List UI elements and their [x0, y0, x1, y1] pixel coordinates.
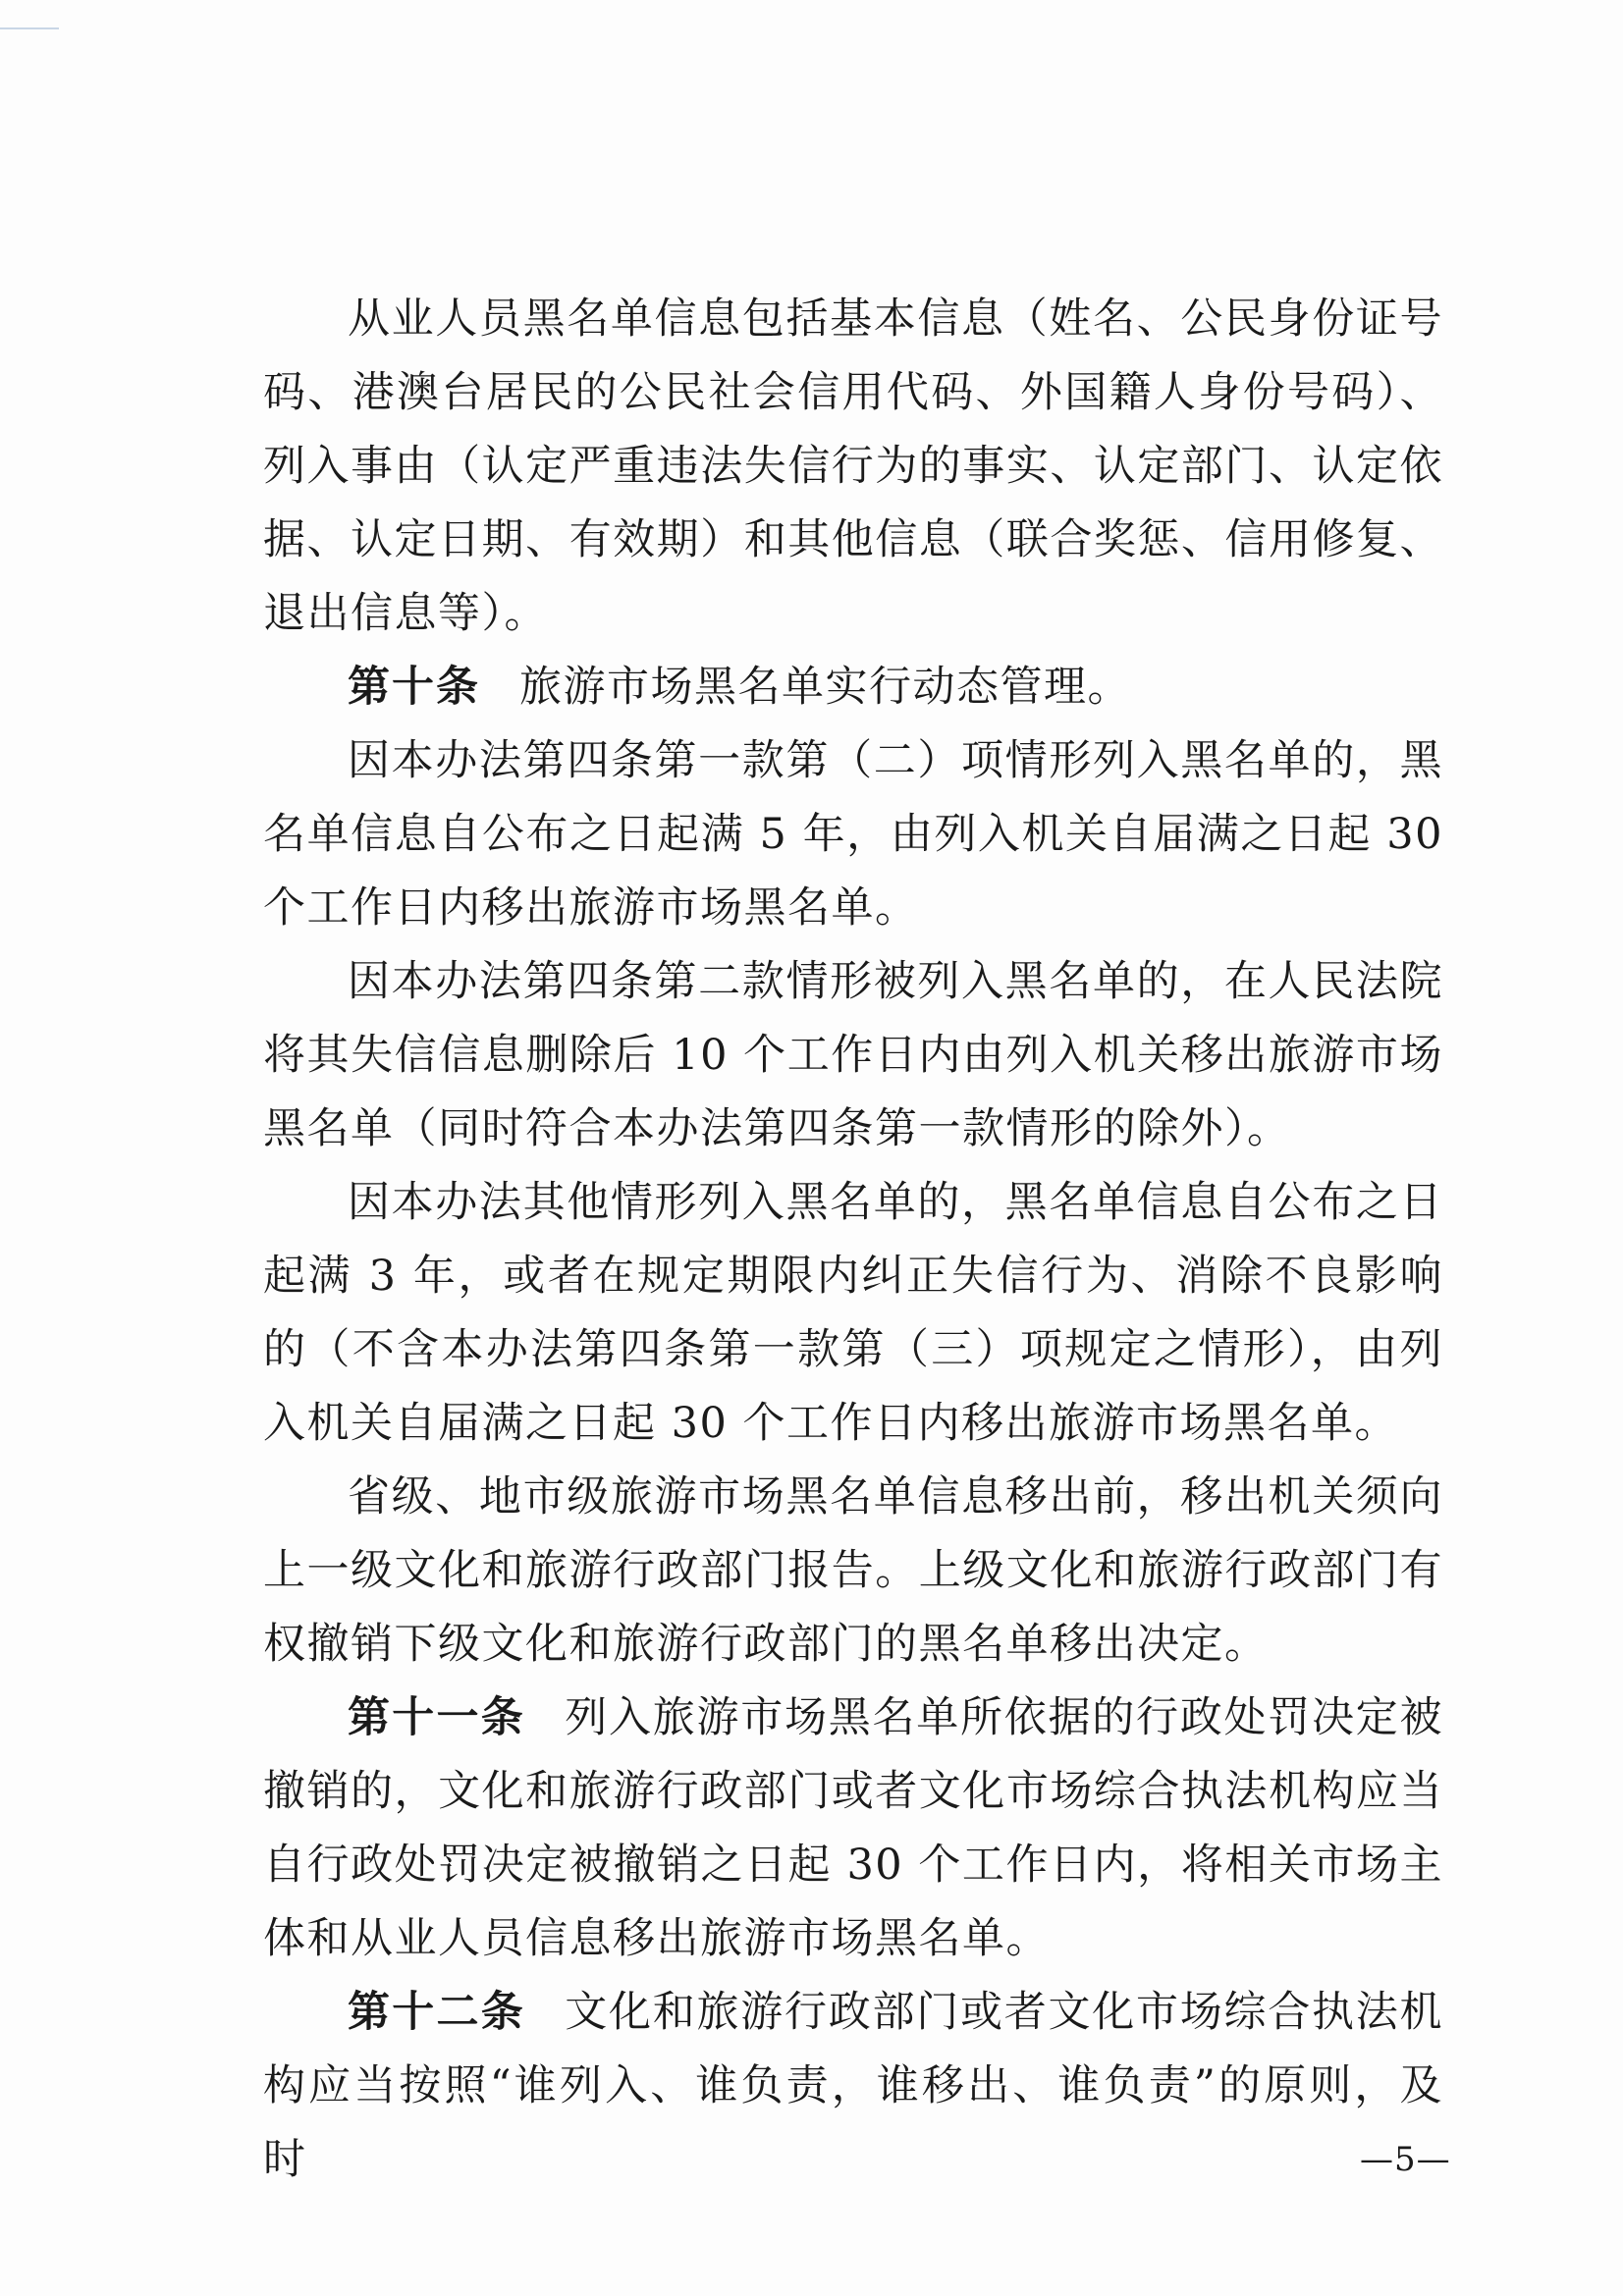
paragraph — [263, 651, 1443, 724]
paragraph — [263, 945, 1443, 1166]
scan-edge-mark — [0, 27, 59, 29]
paragraph — [263, 724, 1443, 945]
paragraph — [263, 1461, 1443, 1682]
paragraph-text: 旅游市场黑名单实行动态管理。 — [519, 663, 1131, 712]
article-heading: 第十一条 — [348, 1693, 525, 1742]
paragraph-text: 因本办法第四条第二款情形被列入黑名单的，在人民法院将其失信信息删除后 10 个工作日内由列入机关移出旅游市场黑名单（同时符合本办法第四条第一款情形的除外）。 — [263, 957, 1443, 1153]
paragraph-text: 从业人员黑名单信息包括基本信息（姓名、公民身份证号码、港澳台居民的公民社会信用代码、外国籍人身份号码）、列入事由（认定严重违法失信行为的事实、认定部门、认定依据、认定日期、有效期）和其他信息（联合奖惩、信用修复、退出信息等）。 — [263, 294, 1443, 638]
page-number: —5— — [1360, 2140, 1451, 2179]
paragraph-text: 文化和旅游行政部门或者文化市场综合执法机构应当按照“谁列入、谁负责，谁移出、谁负责”的原则，及时 — [263, 1988, 1443, 2184]
paragraph — [263, 1682, 1443, 1976]
document-body — [263, 283, 1443, 2197]
paragraph-text: 因本办法其他情形列入黑名单的，黑名单信息自公布之日起满 3 年，或者在规定期限内纠正失信行为、消除不良影响的（不含本办法第四条第一款第（三）项规定之情形），由列入机关自届满之日起 30 个工作日内移出旅游市场黑名单。 — [263, 1178, 1443, 1448]
paragraph-text: 因本办法第四条第一款第（二）项情形列入黑名单的，黑名单信息自公布之日起满 5 年，由列入机关自届满之日起 30 个工作日内移出旅游市场黑名单。 — [263, 736, 1443, 933]
paragraph — [263, 1166, 1443, 1461]
article-heading: 第十二条 — [348, 1988, 525, 2037]
paragraph — [263, 283, 1443, 651]
paragraph-text: 列入旅游市场黑名单所依据的行政处罚决定被撤销的，文化和旅游行政部门或者文化市场综合执法机构应当自行政处罚决定被撤销之日起 30 个工作日内，将相关市场主体和从业人员信息移出旅游市场黑名单。 — [263, 1693, 1443, 1963]
paragraph-text: 省级、地市级旅游市场黑名单信息移出前，移出机关须向上一级文化和旅游行政部门报告。上级文化和旅游行政部门有权撤销下级文化和旅游行政部门的黑名单移出决定。 — [263, 1472, 1443, 1669]
paragraph — [263, 1976, 1443, 2197]
article-heading: 第十条 — [348, 663, 480, 712]
